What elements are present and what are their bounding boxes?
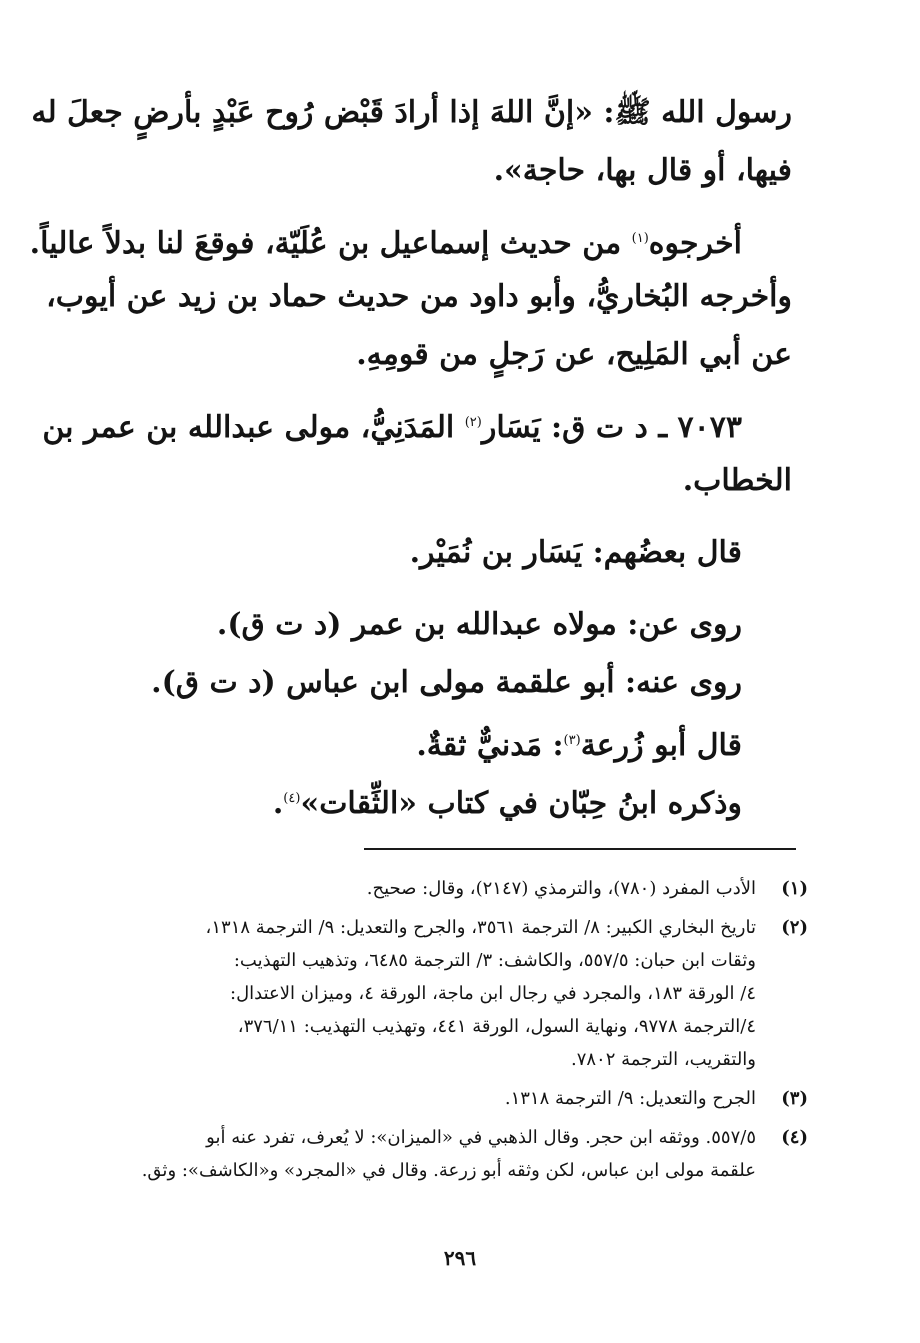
text-line: قال بعضُهم: يَسَار بن نُمَيْر. [409,535,742,570]
footnote-body [75,1082,756,1115]
text-line: وأخرجه البُخاريُّ، وأبو داود من حديث حماد بن زيد عن أيوب، [46,279,792,314]
text-segment: وذكره ابنُ حِبّان في كتاب «الثِّقات» [300,786,742,821]
text-line [29,210,792,268]
text-segment: من حديث إسماعيل بن عُلَيّة، فوقعَ لنا بدلاً عالياً. [29,226,622,261]
footnote-number: (٤) [781,1127,808,1148]
footnote-number: (٢) [781,917,808,938]
text-line: روى عنه: أبو علقمة مولى ابن عباس (د ت ق). [151,665,742,700]
text-line: روى عن: مولاه عبدالله بن عمر (د ت ق). [216,607,742,642]
footnote-number: (٣) [781,1088,808,1109]
text-line: فيها، أو قال بها، حاجة». [493,153,792,188]
footnote-line: الجرح والتعديل: ٩/ الترجمة ١٣١٨. [504,1088,756,1109]
footnote-body [75,1121,756,1187]
footnote-marker: (١) [631,231,649,246]
footnote-4 [75,1121,808,1187]
footnote-line: ٤/ الورقة ١٨٣، والمجرد في رجال ابن ماجة، الورقة ٤، وميزان الاعتدال: [230,983,756,1004]
footnote-1 [75,872,808,905]
footnote-line: ٤/الترجمة ٩٧٧٨، ونهاية السول، الورقة ٤٤١، وتهذيب التهذيب: ٣٧٦/١١، [237,1016,756,1037]
footnote-line: علقمة مولى ابن عباس، لكن وثقه أبو زرعة. وقال في «المجرد» و«الكاشف»: وثق. [141,1160,756,1181]
footnote-body [75,872,756,905]
page-number: ٢٩٦ [443,1246,477,1270]
text-line: عن أبي المَلِيح، عن رَجلٍ من قومِهِ. [356,337,792,372]
entry-heading-line [42,394,792,452]
footnotes [75,872,808,1193]
footnote-line: تاريخ البخاري الكبير: ٨/ الترجمة ٣٥٦١، والجرح والتعديل: ٩/ الترجمة ١٣١٨، [205,917,756,938]
footnote-2 [75,911,808,1076]
text-segment: المَدَنِيُّ، مولى عبدالله بن عمر بن [42,410,455,445]
footnote-marker: (٤) [283,791,301,806]
footnote-body [75,911,756,1076]
text-segment: أخرجوه [648,226,742,261]
text-line: الخطاب. [682,463,792,498]
footnote-line: الأدب المفرد (٧٨٠)، والترمذي (٢١٤٧)، وقال: صحيح. [366,878,756,899]
text-segment: قال أبو زُرعة [580,728,742,763]
footnote-number: (١) [781,878,808,899]
main-text [29,84,792,828]
entry-number: ٧٠٧٣ ـ د ت ق: يَسَار [481,410,742,445]
text-line: رسول الله ﷺ: «إنَّ اللهَ إذا أرادَ قَبْض رُوح عَبْدٍ بأرضٍ جعلَ له [31,95,792,130]
footnote-marker: (٢) [464,415,482,430]
text-segment: . [272,786,284,821]
text-line [85,712,792,770]
footnote-divider [364,848,796,850]
footnote-3 [75,1082,808,1115]
text-line [85,770,792,828]
text-segment: : مَدنيٌّ ثقةٌ. [416,728,564,763]
footnote-line: وثقات ابن حبان: ٥٥٧/٥، والكاشف: ٣/ الترجمة ٦٤٨٥، وتذهيب التهذيب: [233,950,756,971]
footnote-marker: (٣) [563,733,581,748]
footnote-line: ٥٥٧/٥. ووثقه ابن حجر. وقال الذهبي في «الميزان»: لا يُعرف، تفرد عنه أبو [206,1127,756,1148]
footnote-line: والتقريب، الترجمة ٧٨٠٢. [570,1049,756,1070]
